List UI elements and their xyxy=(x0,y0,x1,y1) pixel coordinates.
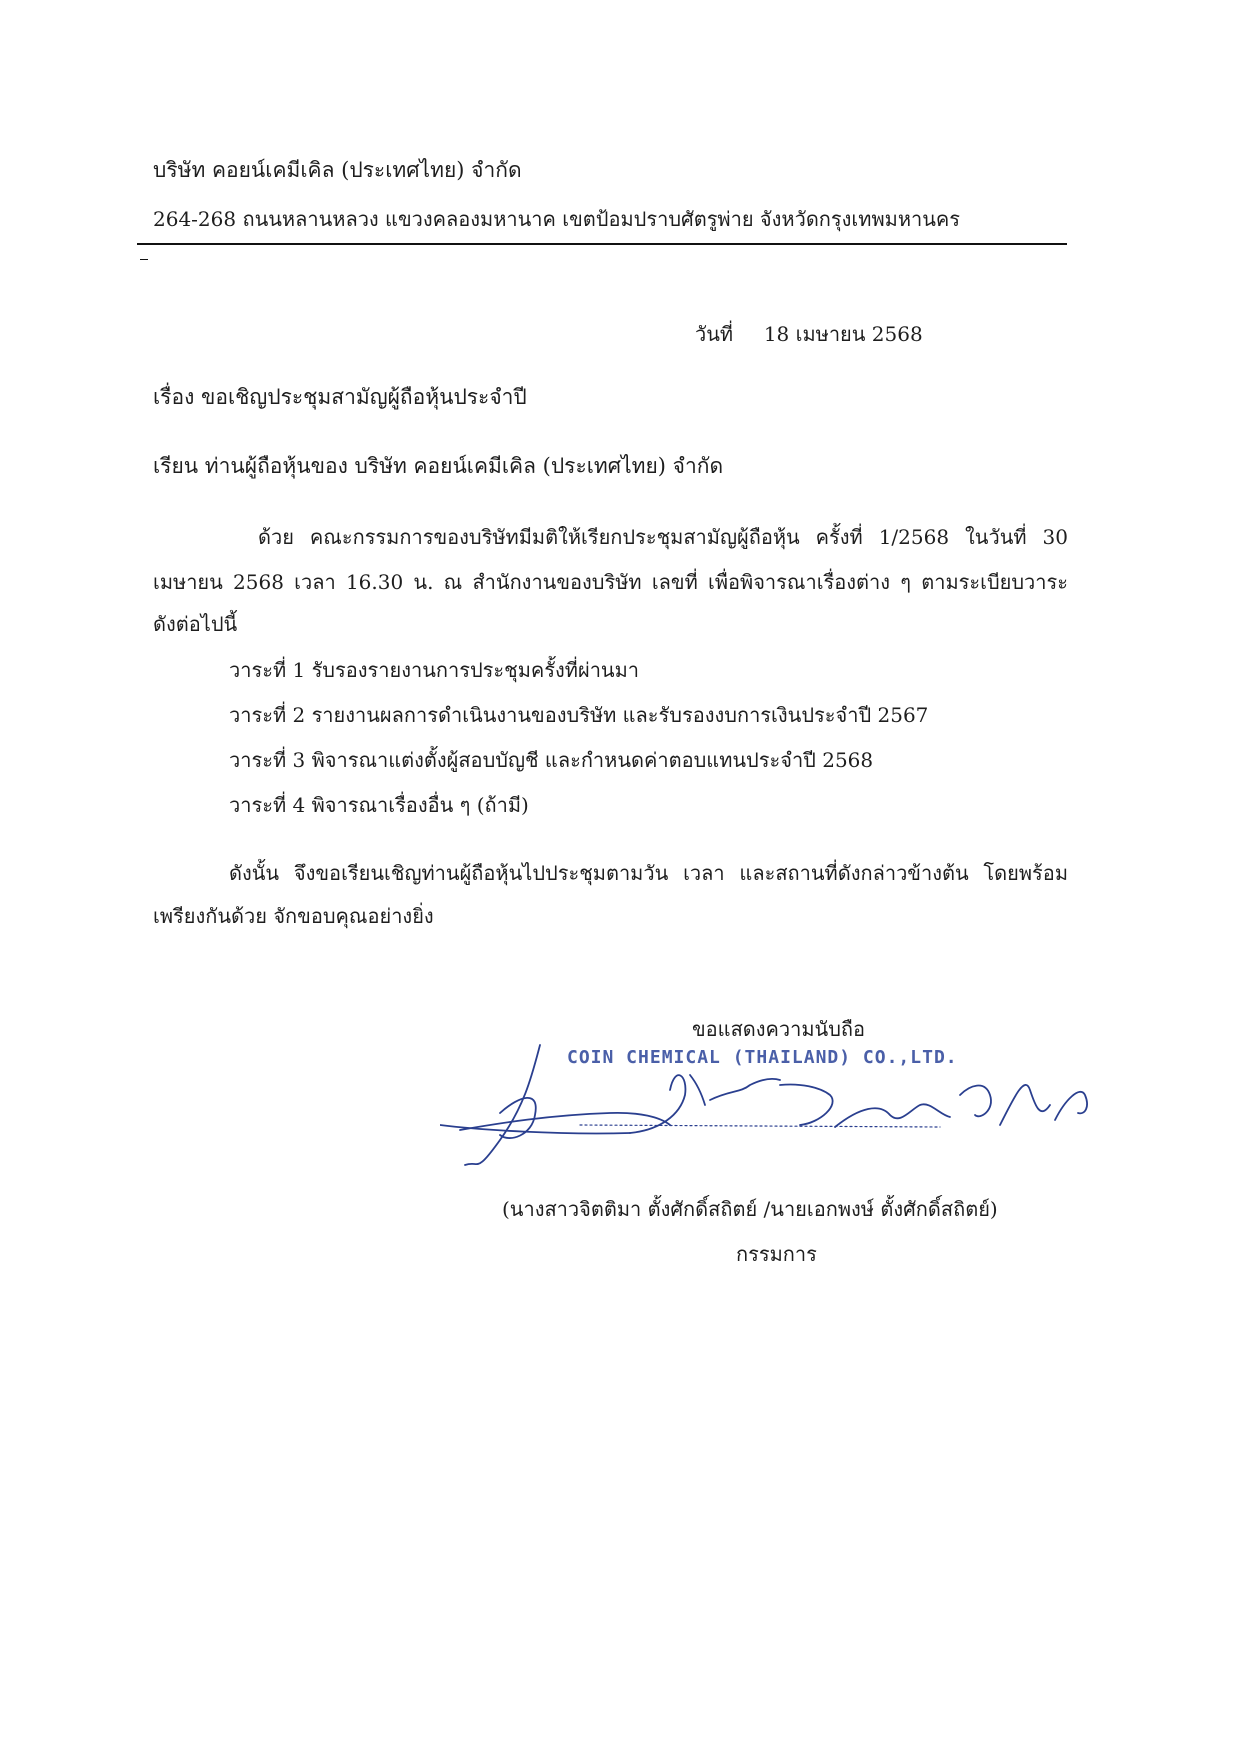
agenda-item: วาระที่ 2 รายงานผลการดำเนินงานของบริษัท และรับรองงบการเงินประจำปี 2567 xyxy=(229,703,929,727)
signatory-title: กรรมการ xyxy=(736,1242,817,1266)
paragraph-line: ด้วย คณะกรรมการของบริษัทมีมติให้เรียกประชุมสามัญผู้ถือหุ้น ครั้งที่ 1/2568 ในวันที่ 30 xyxy=(258,525,1068,549)
recipient-line: เรียน ท่านผู้ถือหุ้นของ บริษัท คอยน์เคมีเคิล (ประเทศไทย) จำกัด xyxy=(153,454,724,478)
paragraph-line: ดังนั้น จึงขอเรียนเชิญท่านผู้ถือหุ้นไปประชุมตามวัน เวลา และสถานที่ดังกล่าวข้างต้น โดยพร้อม xyxy=(229,861,1068,885)
subject-line: เรื่อง ขอเชิญประชุมสามัญผู้ถือหุ้นประจำปี xyxy=(153,385,527,409)
agenda-item: วาระที่ 4 พิจารณาเรื่องอื่น ๆ (ถ้ามี) xyxy=(229,793,529,817)
agenda-item: วาระที่ 1 รับรองรายงานการประชุมครั้งที่ผ่านมา xyxy=(229,658,640,682)
letter-date xyxy=(695,318,923,350)
paragraph-line: เมษายน 2568 เวลา 16.30 น. ณ สำนักงานของบริษัท เลขที่ เพื่อพิจารณาเรื่องต่าง ๆ ตามระเบียบวาระ xyxy=(153,570,1068,594)
company-stamp: COIN CHEMICAL (THAILAND) CO.,LTD. xyxy=(567,1047,958,1068)
company-name: บริษัท คอยน์เคมีเคิล (ประเทศไทย) จำกัด xyxy=(153,158,522,182)
paragraph-line: ดังต่อไปนี้ xyxy=(153,612,238,636)
signatory-names: (นางสาวจิตติมา ตั้งศักดิ์สถิตย์ /นายเอกพงษ์ ตั้งศักดิ์สถิตย์) xyxy=(502,1197,998,1221)
paragraph-line: เพรียงกันด้วย จักขอบคุณอย่างยิ่ง xyxy=(153,904,434,928)
date-label: วันที่ xyxy=(695,322,734,346)
scan-mark xyxy=(140,259,148,260)
date-value: 18 เมษายน 2568 xyxy=(763,322,923,346)
agenda-item: วาระที่ 3 พิจารณาแต่งตั้งผู้สอบบัญชี และกำหนดค่าตอบแทนประจำปี 2568 xyxy=(229,748,874,772)
company-address: 264-268 ถนนหลานหลวง แขวงคลองมหานาค เขตป้อมปราบศัตรูพ่าย จังหวัดกรุงเทพมหานคร xyxy=(153,207,961,231)
header-divider xyxy=(137,243,1067,245)
signature-image xyxy=(440,1035,1100,1175)
closing-salutation: ขอแสดงความนับถือ xyxy=(692,1017,866,1041)
